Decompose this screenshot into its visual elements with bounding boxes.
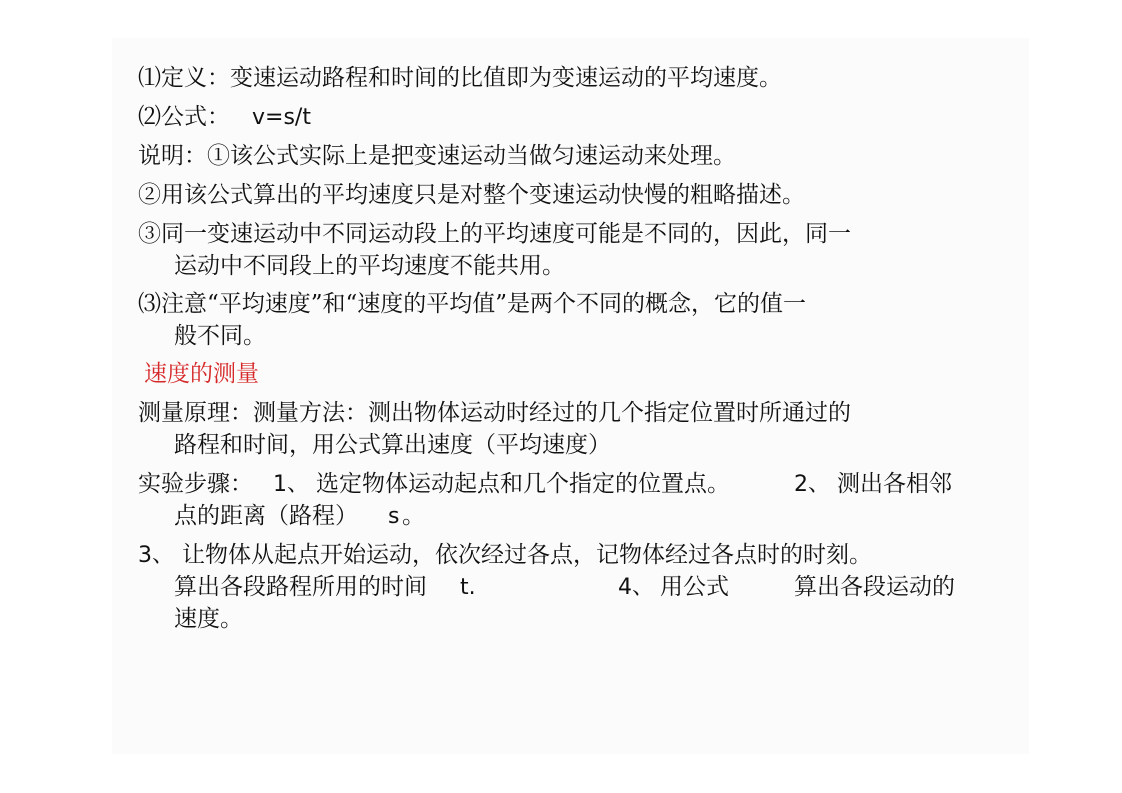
formula-text: v=s/t xyxy=(252,105,311,130)
formula-label: ⑵公式： xyxy=(138,104,230,130)
step-4-result: 算出各段运动的 xyxy=(794,574,955,600)
explanation-line-3a: ③同一变速运动中不同运动段上的平均速度可能是不同的，因此，同一 xyxy=(138,221,851,247)
step-4-final: 速度。 xyxy=(174,606,243,632)
step-2-text: 测出各相邻 xyxy=(837,471,952,497)
steps-label: 实验步骤： xyxy=(138,471,253,497)
step-3-number: 3、 xyxy=(138,543,174,568)
step-1-text: 选定物体运动起点和几个指定的位置点。 xyxy=(316,471,730,497)
distance-symbol: s xyxy=(388,504,400,529)
explanation-line-3b: 运动中不同段上的平均速度不能共用。 xyxy=(174,253,565,279)
principle-line-a: 测量原理：测量方法：测出物体运动时经过的几个指定位置时所通过的 xyxy=(138,400,851,426)
explanation-line-2: ②用该公式算出的平均速度只是对整个变速运动快慢的粗略描述。 xyxy=(138,182,805,208)
step-3-text: 让物体从起点开始运动，依次经过各点，记物体经过各点时的时刻。 xyxy=(182,542,872,568)
principle-line-b: 路程和时间，用公式算出速度（平均速度） xyxy=(174,432,611,458)
time-symbol: t. xyxy=(460,575,476,600)
section-heading: 速度的测量 xyxy=(144,361,259,387)
explanation-line-1: 说明：①该公式实际上是把变速运动当做匀速运动来处理。 xyxy=(138,143,736,169)
step-3-continuation: 算出各段路程所用的时间 xyxy=(174,574,427,600)
definition-line: ⑴定义：变速运动路程和时间的比值即为变速运动的平均速度。 xyxy=(138,65,782,91)
note-line-b: 般不同。 xyxy=(174,323,266,349)
slide-content xyxy=(112,38,1029,754)
step-4-text: 用公式 xyxy=(660,574,729,600)
step-4-number: 4、 xyxy=(618,575,654,600)
note-line-a: ⑶注意“平均速度”和“速度的平均值”是两个不同的概念，它的值一 xyxy=(138,291,807,317)
step-2-number: 2、 xyxy=(794,472,830,497)
step-1-number: 1、 xyxy=(273,472,309,497)
step-2-continuation: 点的距离（路程） xyxy=(174,503,358,529)
distance-period: 。 xyxy=(402,503,425,529)
